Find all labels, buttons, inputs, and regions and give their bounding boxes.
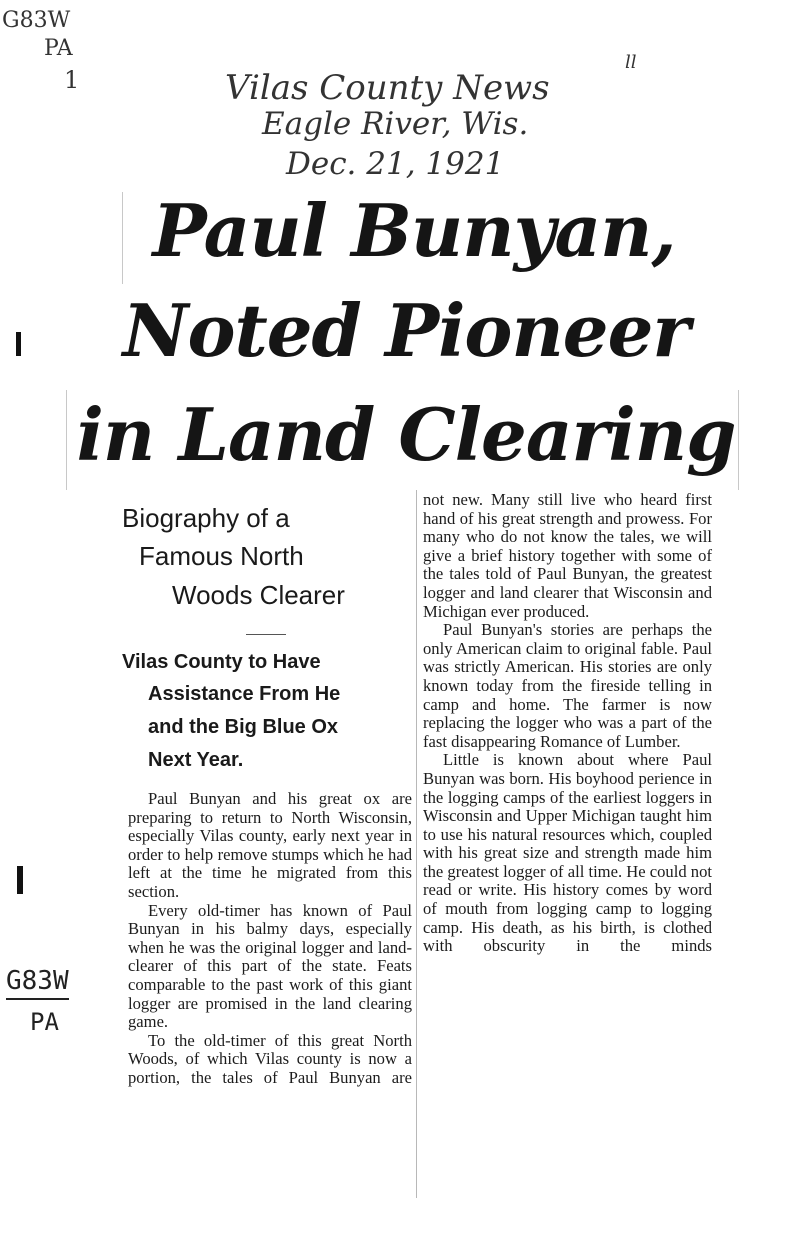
deck-divider [246, 634, 286, 635]
col2-paragraph-1: not new. Many still live who heard first hand of his great strength and prowess. For many who do not know the tales, we will give a brief history together with some of the tales told of Paul Bunyan, the greatest logger and land clearer that Wisconsin and Michigan ever produced. [423, 490, 712, 621]
margin-num-top: 1 [64, 66, 80, 94]
headline-line-2: Noted Pioneer [122, 288, 690, 373]
column-divider [416, 490, 417, 1198]
margin-initials: ll [625, 52, 637, 73]
column-1-body [128, 790, 412, 1088]
headline-line-1: Paul Bunyan, [152, 188, 676, 273]
col2-paragraph-3: Little is known about where Paul Bunyan was born. His boyhood perience in the logging camps of the earliest loggers in Wisconsin and Upper Michigan taught him to use his natural resources which, coupled with his great size and strength made him the greatest logger of all time. He could not read or write. His history comes by word of mouth from logging camp to logging camp. His death, as his birth, is clothed with obscurity in the minds [423, 750, 712, 956]
margin-sub-top: PA [44, 36, 73, 61]
subdeck-line-4: Next Year. [148, 749, 244, 771]
col2-paragraph-2: Paul Bunyan's stories are perhaps the only American claim to original fable. Paul was strictly American. His stories are only known today from the fireside telling in camp and home. The farmer is now replacing the logger who was a part of the fast disappearing Romance of Lumber. [423, 620, 712, 751]
side-code: G83W [6, 966, 69, 1000]
subdeck-line-2: Assistance From He [148, 683, 341, 705]
side-sub: PA [30, 1008, 59, 1036]
margin-code-top: G83W [2, 8, 71, 33]
source-place: Eagle River, Wis. [262, 106, 529, 142]
col1-paragraph-2: Every old-timer has known of Paul Bunyan in his balmy days, especially when he was the original logger and land-clearer of this part of the state. Feats comparable to the past work of this giant logger are promised in the land clearing game. [128, 900, 412, 1032]
subdeck-line-3: and the Big Blue Ox [148, 716, 339, 738]
subdeck-line-1: Vilas County to Have [122, 651, 321, 673]
deck-line-3: Woods Clearer [172, 580, 345, 610]
margin-tick-2 [17, 866, 23, 894]
deck-line-1: Biography of a [122, 503, 290, 533]
deck-line-2: Famous North [139, 541, 304, 571]
column-2-body [423, 491, 712, 956]
col1-paragraph-1: Paul Bunyan and his great ox are preparing to return to North Wisconsin, especially Vilas county, early next year in order to help remove stumps which he had left at the time he migrated from this section. [128, 789, 412, 901]
source-paper: Vilas County News [225, 68, 550, 108]
headline-line-3: in Land Clearing [76, 392, 736, 477]
col1-paragraph-3: To the old-timer of this great North Woods, of which Vilas county is now a portion, the tales of Paul Bunyan are [128, 1030, 412, 1087]
source-date: Dec. 21, 1921 [286, 146, 505, 182]
